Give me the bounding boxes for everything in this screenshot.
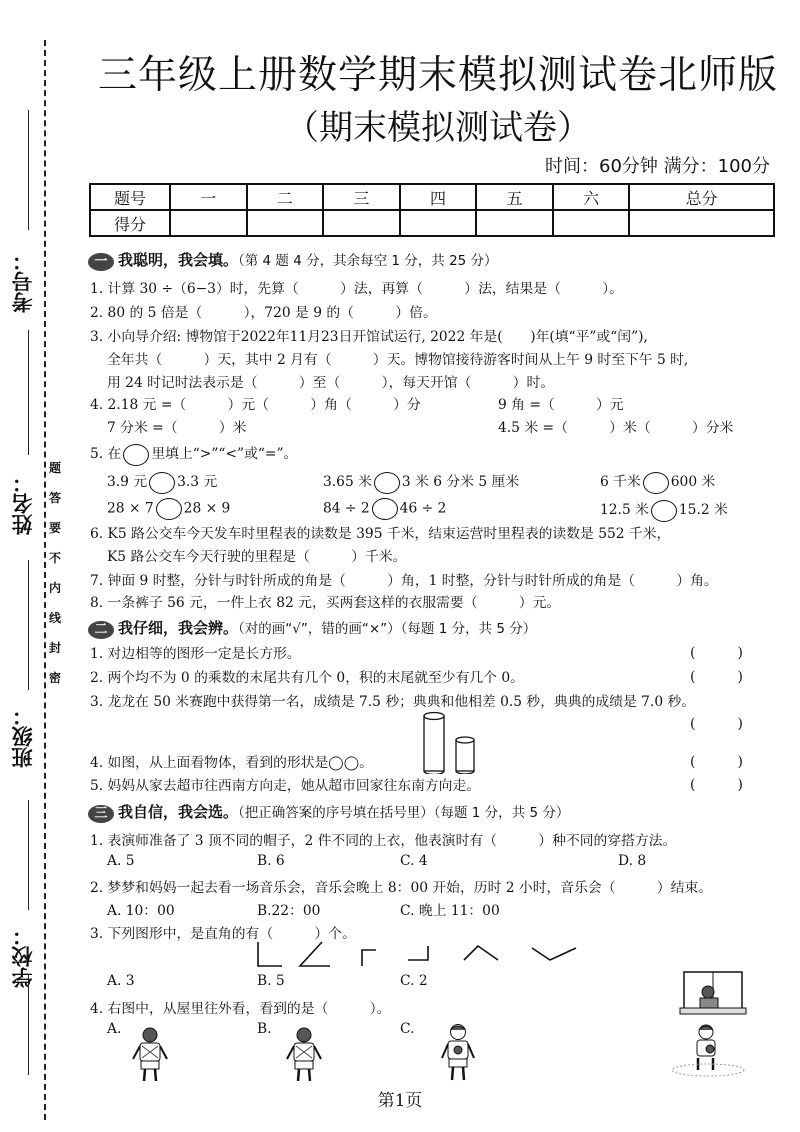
compare-left: 28 × 7 <box>107 500 154 517</box>
compare-item <box>323 470 519 494</box>
child-back-view-icon <box>128 1026 172 1084</box>
compare-right: 28 × 9 <box>183 500 231 517</box>
question-text: 7 分米 =（ ）米 <box>107 420 247 436</box>
compare-oval[interactable] <box>149 472 175 494</box>
question-text: 3. 小向导介绍: 博物馆于2022年11月23日开馆试运行, 2022 年是( )年(填“平”或“闰”), <box>90 329 648 345</box>
question-text: 2. 梦梦和妈妈一起去看一场音乐会，音乐会晚上 8：00 开始，历时 2 小时，音乐会（ ）结束。 <box>90 880 713 896</box>
answer-parentheses[interactable]: ( ) <box>690 754 743 770</box>
seal-char: 密 <box>48 671 61 685</box>
score-input-cell[interactable] <box>400 210 477 236</box>
section-number-badge: 三 <box>88 805 114 823</box>
option-a[interactable]: A. <box>107 1021 122 1037</box>
section-heading <box>88 801 569 823</box>
question-text: 全年共（ ）天，其中 2 月有（ ）天。博物馆接待游客时间从上午 9 时至下午 5 时, <box>107 352 689 368</box>
option-b[interactable]: B. 5 <box>257 973 285 989</box>
compare-item <box>600 470 715 494</box>
table-cell: 一 <box>170 184 247 210</box>
section-heading <box>88 249 498 271</box>
score-input-cell[interactable] <box>170 210 247 236</box>
question-text: 1. 表演师准备了 3 顶不同的帽子，2 件不同的上衣，他表演时有（ ）种不同的穿搭方法。 <box>90 833 677 849</box>
table-cell: 总分 <box>629 184 774 210</box>
child-back-view-icon <box>282 1026 326 1084</box>
section-note: （第 4 题 4 分，其余每空 1 分，共 25 分） <box>238 253 498 269</box>
compare-oval[interactable] <box>374 472 400 494</box>
answer-parentheses[interactable]: ( ) <box>690 716 743 732</box>
section-heading <box>88 617 536 639</box>
table-cell: 二 <box>247 184 324 210</box>
option-c[interactable]: C. <box>400 1021 415 1037</box>
school-label: 学校： <box>11 925 35 988</box>
exam-number-label: 考号： <box>11 250 35 313</box>
option-b[interactable]: B. <box>257 1021 272 1037</box>
question-text: 1. 对边相等的图形一定是长方形。 <box>90 646 301 662</box>
name-blank[interactable] <box>28 330 29 455</box>
compare-right: 3 米 6 分米 5 厘米 <box>401 474 520 490</box>
seal-char: 内 <box>48 581 61 595</box>
compare-left: 84 ÷ 2 <box>323 500 370 517</box>
question-text: 5. 妈妈从家去超市往西南方向走，她从超市回家往东南方向走。 <box>90 778 481 794</box>
score-input-cell[interactable] <box>553 210 630 236</box>
table-cell: 四 <box>400 184 477 210</box>
question-text: 4. 右图中，从屋里往外看，看到的是（ ）。 <box>90 1001 391 1017</box>
score-input-cell[interactable] <box>476 210 553 236</box>
compare-oval[interactable] <box>156 498 182 520</box>
time-score-info: 时间：60分钟 满分：100分 <box>545 156 770 177</box>
option-b[interactable]: B. 6 <box>257 853 285 869</box>
score-table <box>89 183 775 237</box>
angle-shapes-figure <box>250 938 590 972</box>
cylinders-figure <box>420 710 480 774</box>
school-blank[interactable] <box>28 800 29 910</box>
compare-right: 600 米 <box>670 474 716 490</box>
compare-item <box>107 498 230 520</box>
table-row <box>90 184 774 210</box>
compare-right: 3.3 元 <box>177 474 218 490</box>
seal-char: 要 <box>48 521 61 535</box>
compare-oval <box>123 444 149 466</box>
answer-parentheses[interactable]: ( ) <box>690 669 743 685</box>
section-note: （把正确答案的序号填在括号里）（每题 1 分，共 5 分） <box>238 805 570 821</box>
compare-left: 6 千米 <box>600 474 641 490</box>
compare-oval[interactable] <box>643 472 669 494</box>
window-scene-figure <box>668 966 758 1078</box>
score-input-cell[interactable] <box>629 210 774 236</box>
compare-right: 46 ÷ 2 <box>399 500 447 517</box>
question-suffix: 里填上“>”“<”或“=”。 <box>151 446 298 462</box>
table-cell: 三 <box>323 184 400 210</box>
compare-right: 15.2 米 <box>678 502 728 518</box>
table-cell: 得分 <box>90 210 170 236</box>
answer-parentheses[interactable]: ( ) <box>690 777 743 793</box>
table-cell: 六 <box>553 184 630 210</box>
binding-dashed-line <box>44 40 46 1120</box>
question-text: 4. 2.18 元 =（ ）元（ ）角（ ）分 <box>90 397 421 413</box>
question-text: 8. 一条裤子 56 元，一件上衣 82 元，买两套这样的衣服需要（ ）元。 <box>90 595 561 611</box>
page-title: 三年级上册数学期末模拟测试卷北师版 <box>97 53 778 98</box>
class-label: 班级： <box>11 705 35 768</box>
section-note: （对的画“√”，错的画“×”）（每题 1 分，共 5 分） <box>238 621 537 637</box>
section-title: 我仔细，我会辨。 <box>118 619 239 637</box>
question-text <box>90 442 297 466</box>
seal-char: 封 <box>48 641 61 655</box>
compare-item <box>107 470 217 494</box>
page-subtitle: （期末模拟测试卷） <box>285 108 591 148</box>
table-cell: 题号 <box>90 184 170 210</box>
answer-parentheses[interactable]: ( ) <box>690 645 743 661</box>
question-text: 6. K5 路公交车今天发车时里程表的读数是 395 千米，结束运营时里程表的读数是 552 千米， <box>90 526 671 542</box>
question-text: 4. 如图，从上面看物体，看到的形状是◯◯。 <box>90 755 373 771</box>
seal-char: 不 <box>48 551 61 565</box>
option-a[interactable]: A. 10：00 <box>107 903 175 919</box>
class-blank[interactable] <box>28 560 29 690</box>
section-title: 我自信，我会选。 <box>118 803 239 821</box>
school-blank-lower[interactable] <box>28 975 29 1075</box>
page-number: 第1页 <box>377 1091 423 1111</box>
option-c[interactable]: C. 4 <box>400 853 428 869</box>
question-text: 9 角 =（ ）元 <box>498 397 624 413</box>
seal-char: 题 <box>48 461 61 475</box>
question-prefix: 5. 在 <box>90 446 122 462</box>
option-c[interactable]: C. 晚上 11：00 <box>400 903 500 919</box>
question-text: 3. 龙龙在 50 米赛跑中获得第一名，成绩是 7.5 秒；典典和他相差 0.5 秒，典典的成绩是 7.0 秒。 <box>90 694 696 710</box>
child-front-view-icon <box>436 1022 480 1084</box>
seal-char: 答 <box>48 491 61 505</box>
compare-left: 3.9 元 <box>107 474 148 490</box>
compare-item <box>323 498 446 520</box>
table-cell: 五 <box>476 184 553 210</box>
option-b[interactable]: B.22：00 <box>257 903 321 919</box>
question-text: 2. 两个均不为 0 的乘数的末尾共有几个 0，积的末尾就至少有几个 0。 <box>90 670 524 686</box>
option-a[interactable]: A. 5 <box>107 853 135 869</box>
section-number-badge: 二 <box>88 621 114 639</box>
score-input-cell[interactable] <box>323 210 400 236</box>
question-text: 7. 钟面 9 时整，分针与时针所成的角是（ ）角，1 时整，分针与时针所成的角是（ ）角。 <box>90 573 718 589</box>
question-text: 用 24 时记时法表示是（ ）至（ ），每天开馆（ ）时。 <box>107 375 555 391</box>
score-input-cell[interactable] <box>247 210 324 236</box>
compare-oval[interactable] <box>372 498 398 520</box>
name-label: 姓名： <box>11 472 35 535</box>
question-text: 2. 80 的 5 倍是（ ），720 是 9 的（ ）倍。 <box>90 305 437 321</box>
compare-item <box>600 498 728 522</box>
question-text: 3. 下列图形中，是直角的有（ ）个。 <box>90 926 356 942</box>
table-row <box>90 210 774 236</box>
question-text: 1. 计算 30 ÷（6−3）时，先算（ ）法，再算（ ）法，结果是（ ）。 <box>90 281 623 297</box>
compare-left: 3.65 米 <box>323 474 372 490</box>
compare-left: 12.5 米 <box>600 502 649 518</box>
section-number-badge: 一 <box>88 253 114 271</box>
question-text: K5 路公交车今天行驶的里程是（ ）千米。 <box>107 549 407 565</box>
option-a[interactable]: A. 3 <box>107 973 135 989</box>
seal-char: 线 <box>48 611 61 625</box>
compare-oval[interactable] <box>651 500 677 522</box>
option-c[interactable]: C. 2 <box>400 973 428 989</box>
exam-number-blank[interactable] <box>28 110 29 230</box>
section-title: 我聪明，我会填。 <box>118 251 239 269</box>
question-text: 4.5 米 =（ ）米（ ）分米 <box>498 420 734 436</box>
option-d[interactable]: D. 8 <box>618 853 647 869</box>
